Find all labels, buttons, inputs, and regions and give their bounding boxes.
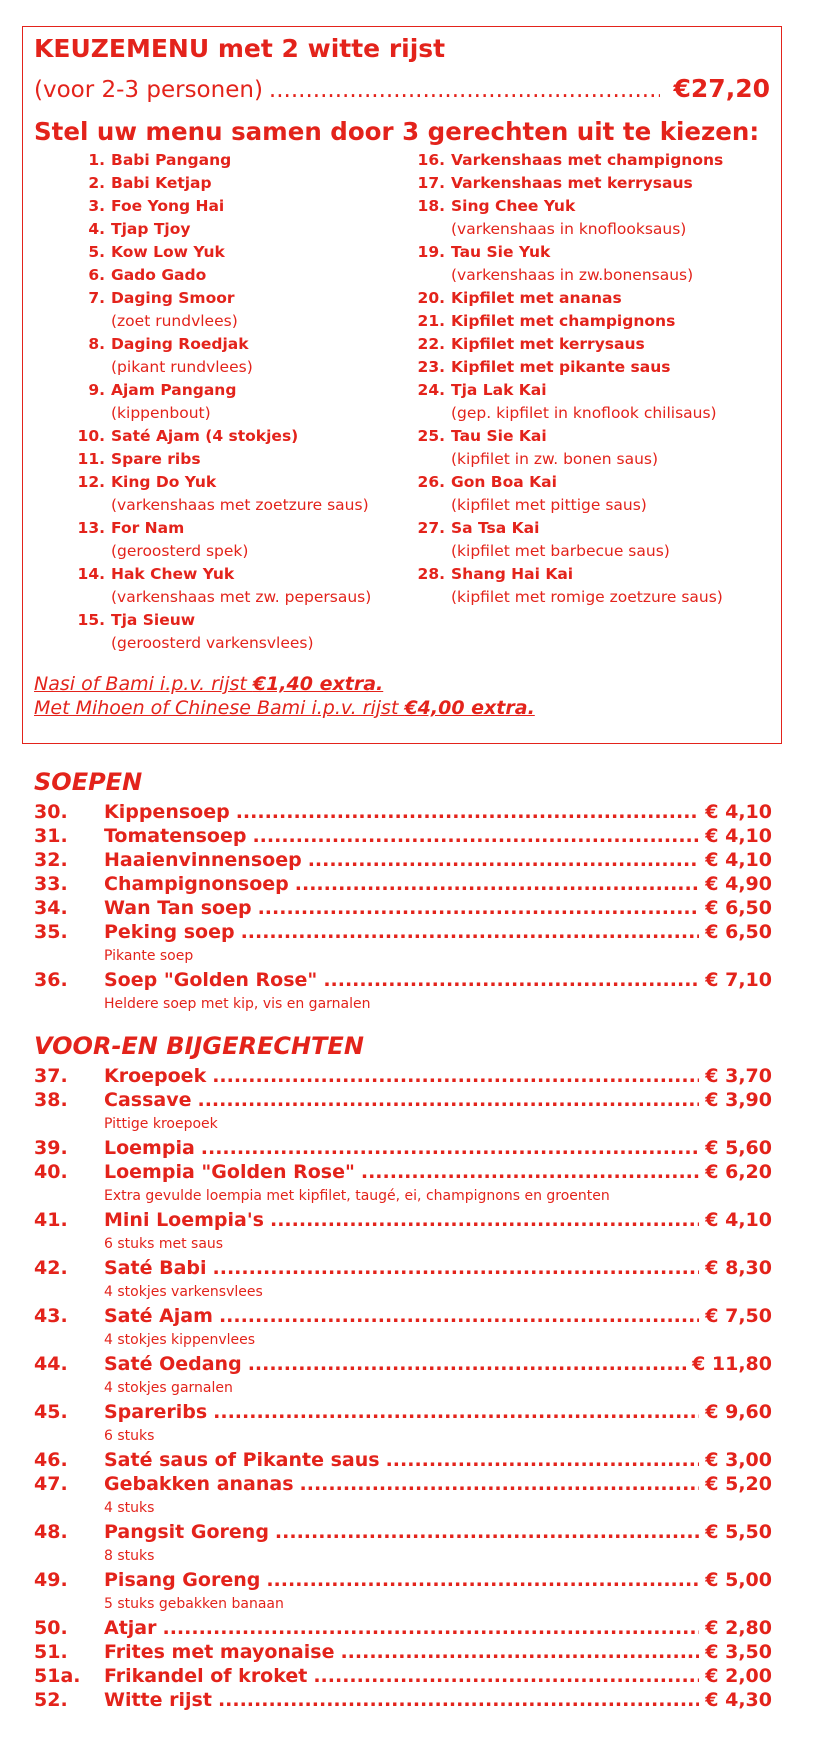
choice-item [405, 287, 775, 310]
item-name: Loempia [104, 1137, 195, 1159]
menu-item [34, 1064, 772, 1088]
item-name: Saté saus of Pikante saus [104, 1449, 380, 1471]
item-name: Pangsit Goreng [104, 1521, 269, 1543]
extra-line-2-text: Met Mihoen of Chinese Bami i.p.v. rijst [34, 697, 405, 719]
item-description: Extra gevulde loempia met kipfilet, taugé, ei, champignons en groenten [104, 1188, 610, 1204]
choice-item [405, 333, 775, 356]
item-number: 47. [34, 1473, 68, 1495]
item-number: 39. [34, 1137, 68, 1159]
choice-name: Kipfilet met kerrysaus [451, 335, 645, 353]
choice-number: 8. [88, 335, 105, 353]
item-name: Loempia "Golden Rose" [104, 1161, 355, 1183]
choice-name: Babi Pangang [111, 151, 232, 169]
item-number: 44. [34, 1353, 68, 1375]
choice-item [65, 333, 405, 356]
choice-name: For Nam [111, 519, 185, 537]
item-number: 34. [34, 897, 68, 919]
choice-column-left [65, 149, 405, 655]
item-price: € 4,10 [705, 825, 772, 847]
choice-number: 7. [88, 289, 105, 307]
choice-name: Kipfilet met ananas [451, 289, 622, 307]
item-price: € 2,00 [705, 1665, 772, 1687]
choice-description: (gep. kipfilet in knoflook chilisaus) [451, 404, 717, 422]
item-name: Kippensoep [104, 801, 230, 823]
item-name: Cassave [104, 1089, 192, 1111]
extras-note [34, 672, 535, 720]
keuzemenu-persons: (voor 2-3 personen) [34, 77, 263, 103]
choice-item [405, 471, 775, 494]
dot-leader [241, 920, 700, 944]
choice-description: (varkenshaas in zw.bonensaus) [451, 266, 694, 284]
item-name: Pisang Goreng [104, 1569, 261, 1591]
item-number: 45. [34, 1401, 68, 1423]
voorgerechten-list [34, 1064, 772, 1712]
dot-leader [361, 1160, 699, 1184]
menu-item [34, 1568, 772, 1592]
menu-item [34, 1136, 772, 1160]
menu-item [34, 1472, 772, 1496]
menu-item [34, 1640, 772, 1664]
choice-description: (kipfilet met pittige saus) [451, 496, 647, 514]
choice-number: 5. [88, 243, 105, 261]
menu-item [34, 1448, 772, 1472]
choice-number: 26. [417, 473, 445, 491]
choice-item [65, 563, 405, 586]
item-price: € 5,00 [705, 1569, 772, 1591]
item-description: 8 stuks [104, 1548, 155, 1564]
item-description: Pikante soep [104, 948, 194, 964]
extra-line-2-price: €4,00 extra. [404, 697, 535, 719]
choice-number: 21. [417, 312, 445, 330]
item-number: 33. [34, 873, 68, 895]
dot-leader [386, 1448, 700, 1472]
dot-leader [270, 1208, 699, 1232]
item-name: Wan Tan soep [104, 897, 252, 919]
choice-item [65, 448, 405, 471]
choice-item [405, 517, 775, 540]
choice-name: Tjap Tjoy [111, 220, 191, 238]
dot-leader [212, 1064, 699, 1088]
dot-leader [218, 1688, 699, 1712]
choice-item [405, 356, 775, 379]
menu-item [34, 1400, 772, 1424]
menu-item [34, 1688, 772, 1712]
keuzemenu-instruction: Stel uw menu samen door 3 gerechten uit te kiezen: [34, 117, 760, 146]
choice-number: 24. [417, 381, 445, 399]
choice-description: (kippenbout) [111, 404, 211, 422]
item-name: Saté Oedang [104, 1353, 242, 1375]
choice-item [65, 471, 405, 494]
item-description: 4 stuks [104, 1500, 155, 1516]
item-name: Frites met mayonaise [104, 1641, 335, 1663]
dot-leader [201, 1136, 700, 1160]
extra-line-1-text: Nasi of Bami i.p.v. rijst [34, 673, 253, 695]
item-price: € 9,60 [705, 1401, 772, 1423]
choice-item [405, 241, 775, 264]
dot-leader [275, 1520, 699, 1544]
choice-item [405, 172, 775, 195]
dot-leader [300, 1472, 700, 1496]
item-price: € 3,70 [705, 1065, 772, 1087]
item-price: € 8,30 [705, 1257, 772, 1279]
choice-number: 11. [77, 450, 105, 468]
dot-leader [340, 1640, 699, 1664]
item-price: € 4,10 [705, 849, 772, 871]
menu-item [34, 1616, 772, 1640]
item-price: € 5,20 [705, 1473, 772, 1495]
choice-number: 25. [417, 427, 445, 445]
choice-name: Shang Hai Kai [451, 565, 574, 583]
choice-name: Babi Ketjap [111, 174, 212, 192]
choice-number: 18. [417, 197, 445, 215]
item-price: € 3,50 [705, 1641, 772, 1663]
item-name: Mini Loempia's [104, 1209, 264, 1231]
item-price: € 3,90 [705, 1089, 772, 1111]
item-name: Haaienvinnensoep [104, 849, 302, 871]
dot-leader [295, 872, 700, 896]
menu-item [34, 1352, 772, 1376]
choice-item [65, 264, 405, 287]
choice-name: Hak Chew Yuk [111, 565, 235, 583]
dot-leader [219, 1304, 699, 1328]
choice-number: 16. [417, 151, 445, 169]
item-number: 46. [34, 1449, 68, 1471]
item-number: 51. [34, 1641, 68, 1663]
choice-name: Daging Roedjak [111, 335, 249, 353]
item-number: 32. [34, 849, 68, 871]
item-name: Witte rijst [104, 1689, 212, 1711]
item-price: € 4,90 [705, 873, 772, 895]
item-number: 50. [34, 1617, 68, 1639]
choice-column-right [405, 149, 775, 609]
choice-name: Spare ribs [111, 450, 201, 468]
menu-item [34, 1160, 772, 1184]
item-price: € 11,80 [692, 1353, 772, 1375]
choice-number: 2. [88, 174, 105, 192]
item-number: 51a. [34, 1665, 81, 1687]
dot-leader [266, 1568, 699, 1592]
choice-description: (geroosterd varkensvlees) [111, 634, 314, 652]
dot-leader [258, 896, 700, 920]
item-number: 37. [34, 1065, 68, 1087]
choice-number: 14. [77, 565, 105, 583]
item-name: Saté Babi [104, 1257, 207, 1279]
choice-number: 17. [417, 174, 445, 192]
choice-item [65, 149, 405, 172]
item-price: € 4,30 [705, 1689, 772, 1711]
menu-item [34, 1208, 772, 1232]
dot-leader [236, 800, 700, 824]
item-number: 42. [34, 1257, 68, 1279]
item-price: € 6,20 [705, 1161, 772, 1183]
item-price: € 5,50 [705, 1521, 772, 1543]
menu-item [34, 1520, 772, 1544]
choice-description: (pikant rundvlees) [111, 358, 253, 376]
menu-item [34, 800, 772, 824]
choice-number: 6. [88, 266, 105, 284]
choice-number: 22. [417, 335, 445, 353]
section-title-soepen: SOEPEN [34, 768, 143, 796]
choice-item [65, 425, 405, 448]
item-price: € 4,10 [705, 801, 772, 823]
item-description: 4 stokjes garnalen [104, 1380, 233, 1396]
section-title-voorgerechten: VOOR-EN BIJGERECHTEN [34, 1032, 364, 1060]
choice-name: Tja Lak Kai [451, 381, 547, 399]
choice-item [405, 310, 775, 333]
item-number: 41. [34, 1209, 68, 1231]
item-name: Spareribs [104, 1401, 208, 1423]
dot-leader [313, 1664, 699, 1688]
choice-name: Varkenshaas met champignons [451, 151, 724, 169]
choice-number: 15. [77, 611, 105, 629]
choice-name: Foe Yong Hai [111, 197, 225, 215]
choice-item [65, 241, 405, 264]
choice-description: (zoet rundvlees) [111, 312, 238, 330]
choice-name: Daging Smoor [111, 289, 235, 307]
item-description: 5 stuks gebakken banaan [104, 1596, 284, 1612]
item-number: 35. [34, 921, 68, 943]
menu-item [34, 1256, 772, 1280]
choice-number: 27. [417, 519, 445, 537]
menu-item [34, 896, 772, 920]
choice-description: (kipfilet met romige zoetzure saus) [451, 588, 723, 606]
menu-item [34, 968, 772, 992]
choice-item [65, 195, 405, 218]
menu-item [34, 920, 772, 944]
item-number: 30. [34, 801, 68, 823]
choice-description: (varkenshaas in knoflooksaus) [451, 220, 687, 238]
choice-number: 13. [77, 519, 105, 537]
dot-leader [163, 1616, 700, 1640]
item-name: Frikandel of kroket [104, 1665, 308, 1687]
item-price: € 7,10 [705, 969, 772, 991]
choice-number: 1. [88, 151, 105, 169]
choice-item [405, 195, 775, 218]
item-name: Soep "Golden Rose" [104, 969, 318, 991]
item-name: Tomatensoep [104, 825, 247, 847]
choice-name: Gado Gado [111, 266, 207, 284]
item-number: 49. [34, 1569, 68, 1591]
dot-leader [248, 1352, 686, 1376]
choice-description: (varkenshaas met zoetzure saus) [111, 496, 369, 514]
item-description: Heldere soep met kip, vis en garnalen [104, 996, 371, 1012]
item-description: 4 stokjes kippenvlees [104, 1332, 256, 1348]
choice-number: 10. [77, 427, 105, 445]
choice-item [405, 425, 775, 448]
dot-leader [197, 1088, 699, 1112]
dot-leader [213, 1400, 699, 1424]
choice-name: Ajam Pangang [111, 381, 237, 399]
choice-name: Kipfilet met pikante saus [451, 358, 671, 376]
item-name: Champignonsoep [104, 873, 289, 895]
choice-item [65, 218, 405, 241]
item-description: 6 stuks [104, 1428, 155, 1444]
menu-item [34, 848, 772, 872]
item-price: € 4,10 [705, 1209, 772, 1231]
choice-name: Sa Tsa Kai [451, 519, 540, 537]
choice-description: (kipfilet met barbecue saus) [451, 542, 670, 560]
choice-name: Varkenshaas met kerrysaus [451, 174, 693, 192]
choice-number: 12. [77, 473, 105, 491]
dot-leader [269, 77, 660, 103]
choice-item [405, 379, 775, 402]
menu-item [34, 1664, 772, 1688]
item-price: € 5,60 [705, 1137, 772, 1159]
item-description: 4 stokjes varkensvlees [104, 1284, 263, 1300]
choice-description: (varkenshaas met zw. pepersaus) [111, 588, 372, 606]
item-price: € 6,50 [705, 897, 772, 919]
item-number: 43. [34, 1305, 68, 1327]
extra-line-1 [34, 672, 535, 696]
item-number: 48. [34, 1521, 68, 1543]
choice-name: Saté Ajam (4 stokjes) [111, 427, 299, 445]
choice-name: Sing Chee Yuk [451, 197, 576, 215]
choice-number: 19. [417, 243, 445, 261]
keuzemenu-price: €27,20 [673, 74, 770, 103]
choice-item [65, 172, 405, 195]
choice-description: (kipfilet in zw. bonen saus) [451, 450, 659, 468]
item-number: 31. [34, 825, 68, 847]
choice-item [65, 517, 405, 540]
choice-number: 3. [88, 197, 105, 215]
item-name: Kroepoek [104, 1065, 207, 1087]
item-name: Saté Ajam [104, 1305, 213, 1327]
choice-item [405, 563, 775, 586]
choice-number: 4. [88, 220, 105, 238]
choice-number: 28. [417, 565, 445, 583]
item-number: 52. [34, 1689, 68, 1711]
choice-name: Gon Boa Kai [451, 473, 557, 491]
item-name: Atjar [104, 1617, 157, 1639]
item-name: Gebakken ananas [104, 1473, 294, 1495]
item-price: € 2,80 [705, 1617, 772, 1639]
item-number: 40. [34, 1161, 68, 1183]
keuzemenu-title: KEUZEMENU met 2 witte rijst [34, 34, 446, 63]
dot-leader [213, 1256, 700, 1280]
soepen-list [34, 800, 772, 1016]
choice-item [65, 287, 405, 310]
choice-name: Kipfilet met champignons [451, 312, 676, 330]
choice-number: 9. [88, 381, 105, 399]
keuzemenu-price-line [34, 74, 770, 103]
menu-item [34, 824, 772, 848]
choice-name: Tja Sieuw [111, 611, 196, 629]
choice-description: (geroosterd spek) [111, 542, 249, 560]
dot-leader [308, 848, 700, 872]
choice-name: Tau Sie Yuk [451, 243, 551, 261]
item-description: 6 stuks met saus [104, 1236, 224, 1252]
choice-number: 23. [417, 358, 445, 376]
menu-item [34, 1088, 772, 1112]
item-name: Peking soep [104, 921, 235, 943]
item-price: € 3,00 [705, 1449, 772, 1471]
choice-item [65, 379, 405, 402]
dot-leader [252, 824, 699, 848]
choice-name: Tau Sie Kai [451, 427, 547, 445]
item-number: 36. [34, 969, 68, 991]
extra-line-1-price: €1,40 extra. [252, 673, 384, 695]
menu-item [34, 1304, 772, 1328]
choice-name: Kow Low Yuk [111, 243, 225, 261]
item-number: 38. [34, 1089, 68, 1111]
choice-item [405, 149, 775, 172]
item-price: € 6,50 [705, 921, 772, 943]
item-description: Pittige kroepoek [104, 1116, 218, 1132]
item-price: € 7,50 [705, 1305, 772, 1327]
choice-number: 20. [417, 289, 445, 307]
extra-line-2 [34, 696, 535, 720]
choice-item [65, 609, 405, 632]
dot-leader [323, 968, 699, 992]
menu-item [34, 872, 772, 896]
choice-name: King Do Yuk [111, 473, 217, 491]
